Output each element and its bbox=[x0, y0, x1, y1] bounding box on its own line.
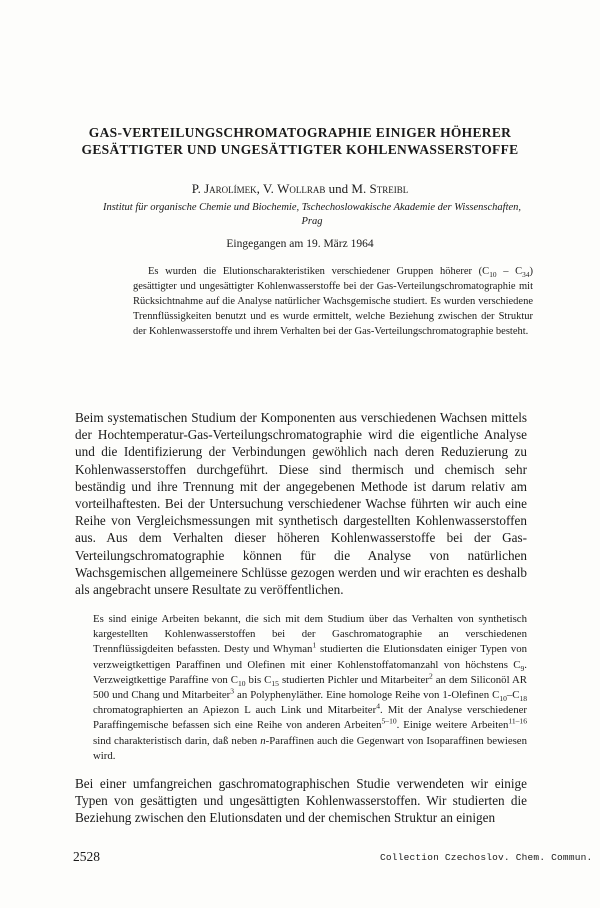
citation-ref: 11–16 bbox=[508, 716, 527, 726]
citation-ref: 2 bbox=[428, 671, 433, 681]
institute-line-2: Prag bbox=[301, 216, 323, 227]
citation-ref: 1 bbox=[312, 640, 317, 650]
title-line-1: GAS-VERTEILUNGSCHROMATOGRAPHIE EINIGER HÖHERER bbox=[88, 125, 512, 140]
article-title bbox=[60, 124, 540, 158]
author-2-name: Wollrab bbox=[277, 181, 326, 196]
body-paragraph-2: Es sind einige Arbeiten bekannt, die sich mit dem Studium über das Verhalten von synthetisch kargestellten Kohlenwasserstoffen bei der Gaschromatographie an verschiedenen Trennflüssigdeiten befassten. Desty und Whyman$^1$ studierten die Elutionsdaten einiger Typen von verzweigtkettigen Paraffinen und Olefinen mit einer Kohlenstoffatomanzahl von höchstens $C_9$. Verzweigtkettige Paraffine von $C_{10}$ bis $C_{15}$ studierten Pichler und Mitarbeiter$^2$ an dem Siliconöl AR 500 und Chang und Mitarbeiter$^3$ an Polyphenyläther. Eine homologe Reihe von 1-Olefinen $C_{10}-C_{18}$ chromatographierten an Apiezon L auch Link und Mitarbeiter$^4$. Mit der Analyse verschiedener Paraffingemische befassen sich eine Reihe von anderen Arbeiten$^{5-10}$. Einige weitere Arbeiten$^{11-16}$ sind charakteristisch darin, daß neben n-Paraffinen auch die Gegenwart von Isoparaffinen bewiesen wird. bbox=[93, 613, 528, 762]
authors bbox=[60, 181, 540, 197]
author-separator-1: , V. bbox=[256, 181, 278, 196]
body-paragraph-3: Bei einer umfangreichen gaschromatographischen Studie verwendeten wir einige Typen von gesättigten und ungesättigten Kohlenwasserstoffen. Wir studierten die Beziehung zwischen den Elutionsdaten und der chemischen Struktur an einigen bbox=[75, 776, 527, 826]
author-separator-2: und M. bbox=[325, 181, 370, 196]
page-number: 2528 bbox=[73, 849, 100, 864]
institute-affiliation bbox=[62, 201, 562, 229]
citation-ref: 3 bbox=[230, 686, 235, 696]
received-date: Eingegangen am 19. März 1964 bbox=[226, 238, 374, 250]
institute-line-1: Institut für organische Chemie und Biochemie, Tschechoslowakische Akademie der Wissenschaften, bbox=[102, 202, 522, 213]
title-line-2: GESÄTTIGTER UND UNGESÄTTIGTER KOHLENWASSERSTOFFE bbox=[81, 142, 519, 157]
author-1-name: Jarolímek bbox=[204, 181, 257, 196]
author-3-name: Streibl bbox=[369, 181, 409, 196]
body-paragraph-1: Beim systematischen Studium der Komponenten aus verschiedenen Wachsen mittels der Hochtemperatur-Gas-Verteilungschromatographie wird die eigentliche Analyse und die Identifizierung der Verbindungen gewöhlich nach deren Reduzierung zu Kohlenwasserstoffen durchgeführt. Diese sind thermisch und chemisch sehr beständig und ihre Trennung mit der angegebenen Methode ist darum relativ am vorteilhaftesten. Bei der Untersuchung verschiedener Wachse führten wir auch eine Reihe von Vergleichsmessungen mit synthetisch dargestellten Kohlenwasserstoffen aus. Aus dem Verhalten dieser höheren Kohlenwasserstoffe bei der Gas- Verteilungschromatographie können für die Analyse von natürlichen Wachsgemischen allgemeinere Schlüsse gezogen werden und wir erachten es deshalb als angebracht unsere Resultate zu veröffentlichen. bbox=[75, 410, 527, 598]
author-1-initial: P. bbox=[191, 181, 205, 196]
citation-ref: 5–10 bbox=[381, 716, 397, 726]
citation-ref: 4 bbox=[376, 701, 380, 711]
journal-citation: Collection Czechoslov. Chem. Commun. bbox=[380, 852, 593, 863]
abstract: Es wurden die Elutionscharakteristiken verschiedener Gruppen höherer $(C_{10} - C_{34})$ gesättigter und ungesättigter Kohlenwasserstoffe bei der Gas-Verteilungschromatographie mit Rücksichtnahme auf die Analyse natürlicher Wachsgemische studiert. Es wurden verschiedene Trennflüssigkeiten benutzt und es wurde ermittelt, welche Beziehung zwischen der Struktur der Kohlenwasserstoffe und ihrem Verhalten bei der Gas-Verteilungschromatographie besteht. bbox=[133, 266, 533, 337]
